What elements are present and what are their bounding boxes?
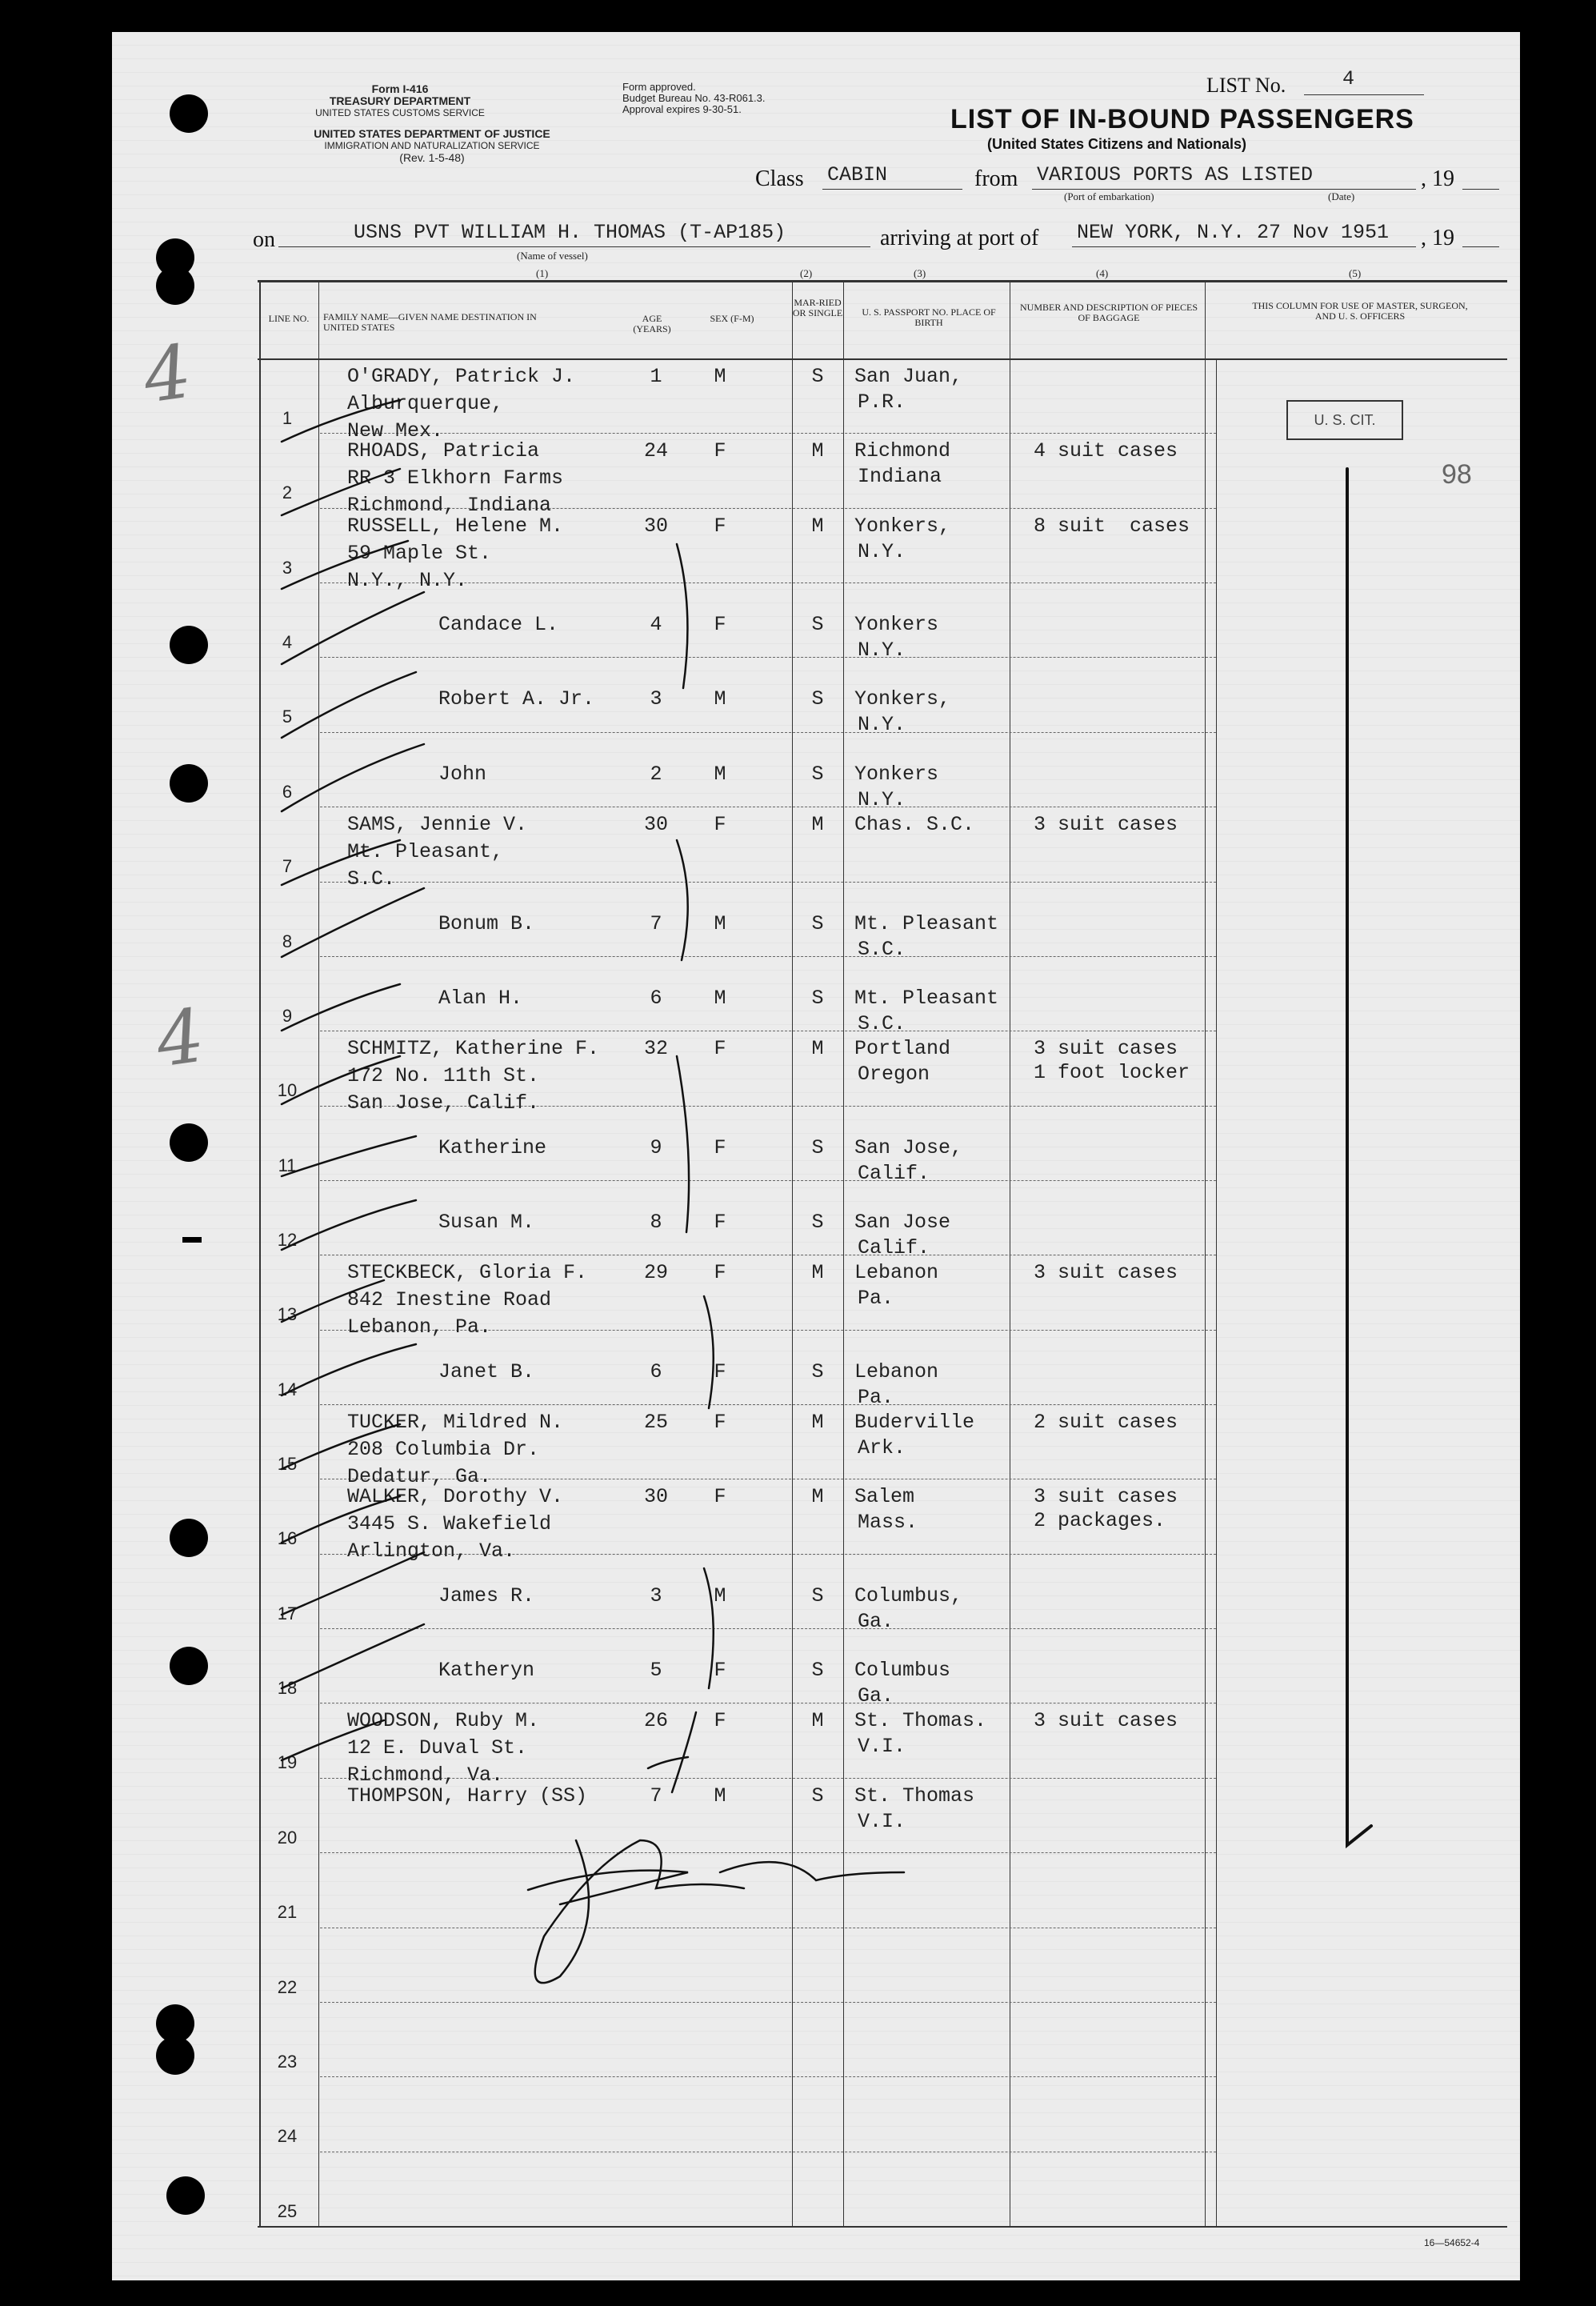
check-mark (282, 1344, 416, 1395)
passenger-name: O'GRADY, Patrick J. (347, 365, 576, 388)
age-cell: 29 (643, 1261, 668, 1285)
birthplace-line-1: Mt. Pleasant (854, 986, 999, 1010)
line-number: 5 (282, 707, 293, 727)
birthplace-line-2: Ga. (858, 1684, 894, 1708)
destination-line-1: 208 Columbia Dr. (347, 1438, 540, 1462)
marital-cell: S (811, 1583, 824, 1607)
line-number: 21 (277, 1902, 298, 1923)
age-cell: 3 (650, 687, 662, 711)
baggage-line-2: 2 packages. (1034, 1509, 1166, 1533)
line-number: 24 (277, 2126, 298, 2147)
birthplace-line-1: Richmond (854, 439, 951, 463)
marital-cell: M (811, 439, 824, 463)
sex-cell: M (714, 986, 726, 1010)
col-number-2: (2) (800, 267, 813, 279)
stamp-text: U. S. CIT. (1314, 412, 1376, 428)
age-cell: 5 (650, 1659, 662, 1683)
class-value: CABIN (827, 163, 888, 186)
form-number: Form I-416 (371, 82, 429, 95)
destination-line-1: Mt. Pleasant, (347, 840, 504, 864)
line-number: 13 (277, 1304, 298, 1325)
check-mark (282, 1200, 416, 1250)
class-label: Class (755, 166, 804, 191)
line-number: 10 (277, 1080, 298, 1101)
line-number: 3 (282, 557, 293, 578)
check-mark (282, 1496, 400, 1543)
line-number: 25 (277, 2200, 298, 2221)
budget-bureau: Budget Bureau No. 43-R061.3. (622, 92, 766, 104)
birthplace-line-2: Calif. (858, 1235, 930, 1259)
age-cell: 24 (643, 439, 668, 463)
list-number: 4 (1342, 67, 1355, 90)
marital-cell: M (811, 514, 824, 538)
line-number: 18 (277, 1678, 298, 1699)
age-cell: 4 (650, 613, 662, 637)
marital-cell: S (811, 1359, 824, 1383)
baggage-line-1: 3 suit cases (1034, 1709, 1178, 1733)
age-cell: 30 (643, 813, 668, 837)
birthplace-line-1: Yonkers, (854, 687, 951, 711)
birthplace-line-2: V.I. (858, 1735, 906, 1759)
passenger-name: Katherine (438, 1135, 547, 1159)
age-cell: 32 (643, 1037, 668, 1061)
birthplace-line-2: Calif. (858, 1161, 930, 1185)
birthplace-line-2: Ga. (858, 1609, 894, 1633)
line-number: 19 (277, 1752, 298, 1773)
arriving-label: arriving at port of (880, 226, 1039, 250)
margin-mark: 4 (138, 328, 197, 420)
port-caption: (Port of embarkation) (1064, 190, 1154, 202)
sex-cell: F (714, 1709, 726, 1733)
bracket-mark (677, 840, 688, 960)
passenger-name: Katheryn (438, 1659, 535, 1683)
col-number-4: (4) (1096, 267, 1109, 279)
passenger-name: WOODSON, Ruby M. (347, 1709, 540, 1733)
age-cell: 30 (643, 1485, 668, 1509)
marital-cell: M (811, 1411, 824, 1435)
header-officers: THIS COLUMN FOR USE OF MASTER, SURGEON, AND U. S. OFFICERS (1252, 300, 1468, 322)
line-number: 6 (282, 781, 293, 802)
birthplace-line-1: Yonkers (854, 762, 939, 786)
sex-cell: M (714, 687, 726, 711)
marital-cell: M (811, 1485, 824, 1509)
year-prefix-2: , 19 (1421, 226, 1454, 250)
marital-cell: M (811, 813, 824, 837)
passenger-name: WALKER, Dorothy V. (347, 1485, 564, 1509)
stamp-number: 98 (1442, 459, 1472, 490)
passenger-name: RHOADS, Patricia (347, 439, 540, 463)
destination-line-1: 12 E. Duval St. (347, 1736, 528, 1760)
birthplace-line-2: N.Y. (858, 787, 906, 811)
sex-cell: M (714, 365, 726, 388)
line-number: 11 (278, 1155, 297, 1175)
approval-expiry: Approval expires 9-30-51. (622, 103, 742, 115)
check-line (1347, 469, 1371, 1845)
check-mark (282, 984, 400, 1031)
birthplace-line-1: Columbus, (854, 1583, 963, 1607)
age-cell: 9 (650, 1135, 662, 1159)
on-label: on (253, 227, 275, 252)
birthplace-line-2: Indiana (858, 465, 942, 489)
header-baggage: NUMBER AND DESCRIPTION OF PIECES OF BAGGAGE (1019, 302, 1198, 323)
marital-cell: S (811, 1784, 824, 1808)
marital-cell: S (811, 986, 824, 1010)
birthplace-line-1: Chas. S.C. (854, 813, 975, 837)
marital-cell: S (811, 613, 824, 637)
sex-cell: M (714, 911, 726, 935)
date-caption: (Date) (1328, 190, 1355, 202)
birthplace-line-1: Columbus (854, 1659, 951, 1683)
col-number-5: (5) (1349, 267, 1362, 279)
customs-service: UNITED STATES CUSTOMS SERVICE (315, 107, 485, 118)
age-cell: 25 (643, 1411, 668, 1435)
birthplace-line-2: N.Y. (858, 539, 906, 563)
col-number-3: (3) (914, 267, 926, 279)
line-number: 7 (282, 856, 293, 877)
check-mark (282, 592, 424, 664)
line-number: 14 (277, 1379, 298, 1399)
vessel-caption: (Name of vessel) (517, 250, 588, 262)
header-age: AGE (YEARS) (633, 313, 671, 334)
destination-line-2: Richmond, Va. (347, 1764, 504, 1788)
margin-mark: 4 (150, 992, 210, 1084)
bracket-mark (704, 1296, 714, 1408)
line-number: 15 (277, 1454, 298, 1475)
birthplace-line-2: V.I. (858, 1809, 906, 1833)
birthplace-line-1: San Jose (854, 1210, 951, 1234)
sex-cell: F (714, 1210, 726, 1234)
baggage-line-1: 3 suit cases (1034, 1485, 1178, 1509)
birthplace-line-2: Mass. (858, 1511, 918, 1535)
check-mark (282, 840, 400, 885)
marital-cell: M (811, 1037, 824, 1061)
sex-cell: F (714, 1411, 726, 1435)
birthplace-line-1: Yonkers, (854, 514, 951, 538)
destination-line-1: Alburquerque, (347, 392, 504, 415)
page-title: LIST OF IN-BOUND PASSENGERS (950, 104, 1414, 134)
age-cell: 6 (650, 1359, 662, 1383)
page-subtitle: (United States Citizens and Nationals) (987, 136, 1247, 152)
line-number: 8 (282, 931, 293, 951)
line-number: 9 (282, 1005, 293, 1026)
destination-line-2: N.Y., N.Y. (347, 568, 468, 592)
age-cell: 7 (650, 911, 662, 935)
line-number: 17 (277, 1603, 298, 1623)
birthplace-line-2: S.C. (858, 1011, 906, 1035)
header-sex: SEX (F-M) (710, 313, 754, 324)
sex-cell: F (714, 1135, 726, 1159)
check-mark (282, 400, 400, 442)
destination-line-1: 172 No. 11th St. (347, 1064, 540, 1088)
header-line-no: LINE NO. (268, 313, 310, 324)
check-mark (282, 672, 416, 738)
age-cell: 30 (643, 514, 668, 538)
passenger-name: Candace L. (438, 613, 559, 637)
bracket-mark (677, 1056, 689, 1232)
age-cell: 8 (650, 1210, 662, 1234)
header-married: MAR-RIED OR SINGLE (792, 297, 843, 318)
marital-cell: S (811, 687, 824, 711)
passenger-name: Janet B. (438, 1359, 535, 1383)
sex-cell: M (714, 1583, 726, 1607)
passenger-name: THOMPSON, Harry (SS) (347, 1784, 588, 1808)
treasury-dept: TREASURY DEPARTMENT (329, 94, 471, 107)
age-cell: 1 (650, 365, 662, 388)
birthplace-line-2: P.R. (858, 390, 906, 414)
check-mark (282, 1720, 384, 1760)
sex-cell: F (714, 1659, 726, 1683)
passenger-name: James R. (438, 1583, 535, 1607)
sex-cell: M (714, 762, 726, 786)
marital-cell: M (811, 1709, 824, 1733)
sex-cell: F (714, 439, 726, 463)
baggage-line-1: 8 suit cases (1034, 514, 1190, 538)
age-cell: 2 (650, 762, 662, 786)
header-passport: U. S. PASSPORT NO. PLACE OF BIRTH (862, 306, 996, 328)
birthplace-line-1: Lebanon (854, 1359, 939, 1383)
birthplace-line-1: St. Thomas (854, 1784, 975, 1808)
marital-cell: S (811, 911, 824, 935)
header-name: FAMILY NAME—GIVEN NAME DESTINATION IN UNITED STATES (323, 311, 537, 333)
ins-service: IMMIGRATION AND NATURALIZATION SERVICE (324, 140, 540, 151)
col-number-1: (1) (536, 267, 549, 279)
birthplace-line-2: Ark. (858, 1436, 906, 1460)
line-number: 23 (277, 2051, 298, 2072)
year-prefix-1: , 19 (1421, 166, 1454, 191)
birthplace-line-1: Lebanon (854, 1261, 939, 1285)
passenger-name: SCHMITZ, Katherine F. (347, 1037, 600, 1061)
check-mark (282, 1280, 384, 1322)
baggage-line-2: 1 foot locker (1034, 1061, 1190, 1085)
age-cell: 3 (650, 1583, 662, 1607)
marital-cell: S (811, 762, 824, 786)
birthplace-line-1: Salem (854, 1485, 915, 1509)
check-mark (282, 1552, 424, 1615)
line-number: 4 (282, 632, 293, 653)
destination-line-2: Lebanon, Pa. (347, 1315, 492, 1339)
birthplace-line-1: Yonkers (854, 613, 939, 637)
marital-cell: S (811, 1135, 824, 1159)
line-number: 20 (277, 1827, 298, 1848)
check-mark (282, 469, 400, 515)
birthplace-line-2: Oregon (858, 1063, 930, 1087)
sex-cell: F (714, 1261, 726, 1285)
line-number: 12 (277, 1229, 298, 1250)
age-cell: 26 (643, 1709, 668, 1733)
passenger-name: Robert A. Jr. (438, 687, 595, 711)
signature (528, 1712, 904, 1983)
birthplace-line-2: Pa. (858, 1385, 894, 1409)
baggage-line-1: 3 suit cases (1034, 1037, 1178, 1061)
marital-cell: S (811, 1659, 824, 1683)
footer-code: 16—54652-4 (1424, 2237, 1480, 2248)
arrival-value: NEW YORK, N.Y. 27 Nov 1951 (1077, 221, 1390, 244)
baggage-line-1: 3 suit cases (1034, 813, 1178, 837)
birthplace-line-1: Portland (854, 1037, 951, 1061)
bracket-mark (677, 544, 687, 688)
destination-line-1: 842 Inestine Road (347, 1288, 552, 1312)
passenger-name: TUCKER, Mildred N. (347, 1411, 564, 1435)
destination-line-1: RR 3 Elkhorn Farms (347, 466, 564, 490)
line-number: 1 (282, 408, 293, 428)
passenger-name: Susan M. (438, 1210, 535, 1234)
baggage-line-1: 2 suit cases (1034, 1411, 1178, 1435)
justice-dept: UNITED STATES DEPARTMENT OF JUSTICE (314, 127, 550, 140)
sex-cell: F (714, 514, 726, 538)
sex-cell: F (714, 613, 726, 637)
line-number: 16 (277, 1528, 298, 1549)
marital-cell: M (811, 1261, 824, 1285)
marital-cell: S (811, 365, 824, 388)
bracket-mark (704, 1568, 714, 1688)
destination-line-2: San Jose, Calif. (347, 1091, 540, 1115)
from-label: from (974, 166, 1018, 191)
from-value: VARIOUS PORTS AS LISTED (1037, 163, 1314, 186)
baggage-line-1: 4 suit cases (1034, 439, 1178, 463)
destination-line-1: 59 Maple St. (347, 541, 492, 565)
birthplace-line-1: Mt. Pleasant (854, 911, 999, 935)
birthplace-line-1: San Jose, (854, 1135, 963, 1159)
line-number: 2 (282, 482, 293, 503)
passenger-name: SAMS, Jennie V. (347, 813, 528, 837)
check-mark (282, 888, 424, 957)
destination-line-2: Dedatur, Ga. (347, 1465, 492, 1489)
destination-line-2: S.C. (347, 867, 396, 891)
age-cell: 7 (650, 1784, 662, 1808)
passenger-name: John (438, 762, 487, 786)
sex-cell: F (714, 1359, 726, 1383)
passenger-name: STECKBECK, Gloria F. (347, 1261, 588, 1285)
check-mark (282, 541, 408, 589)
line-number: 22 (277, 1976, 298, 1997)
revision: (Rev. 1-5-48) (399, 151, 465, 164)
sex-cell: F (714, 1037, 726, 1061)
destination-line-2: Arlington, Va. (347, 1539, 516, 1563)
birthplace-line-1: San Juan, (854, 365, 963, 388)
sex-cell: F (714, 813, 726, 837)
destination-line-2: Richmond, Indiana (347, 494, 552, 518)
check-mark (282, 1424, 400, 1469)
sex-cell: F (714, 1485, 726, 1509)
check-mark (282, 1056, 400, 1104)
sex-cell: M (714, 1784, 726, 1808)
birthplace-line-1: Buderville (854, 1411, 975, 1435)
check-mark (282, 744, 424, 811)
baggage-line-1: 3 suit cases (1034, 1261, 1178, 1285)
form-approved: Form approved. (622, 81, 696, 93)
passenger-name: Alan H. (438, 986, 523, 1010)
birthplace-line-2: N.Y. (858, 713, 906, 737)
vessel-name: USNS PVT WILLIAM H. THOMAS (T-AP185) (354, 221, 786, 244)
destination-line-1: 3445 S. Wakefield (347, 1512, 552, 1536)
birthplace-line-2: N.Y. (858, 639, 906, 663)
birthplace-line-2: Pa. (858, 1287, 894, 1311)
check-mark (282, 1136, 416, 1176)
passenger-name: RUSSELL, Helene M. (347, 514, 564, 538)
passenger-name: Bonum B. (438, 911, 535, 935)
birthplace-line-1: St. Thomas. (854, 1709, 987, 1733)
list-number-label: LIST No. (1206, 74, 1286, 97)
destination-line-2: New Mex. (347, 419, 444, 442)
birthplace-line-2: S.C. (858, 937, 906, 961)
check-mark (282, 1624, 424, 1688)
marital-cell: S (811, 1210, 824, 1234)
age-cell: 6 (650, 986, 662, 1010)
